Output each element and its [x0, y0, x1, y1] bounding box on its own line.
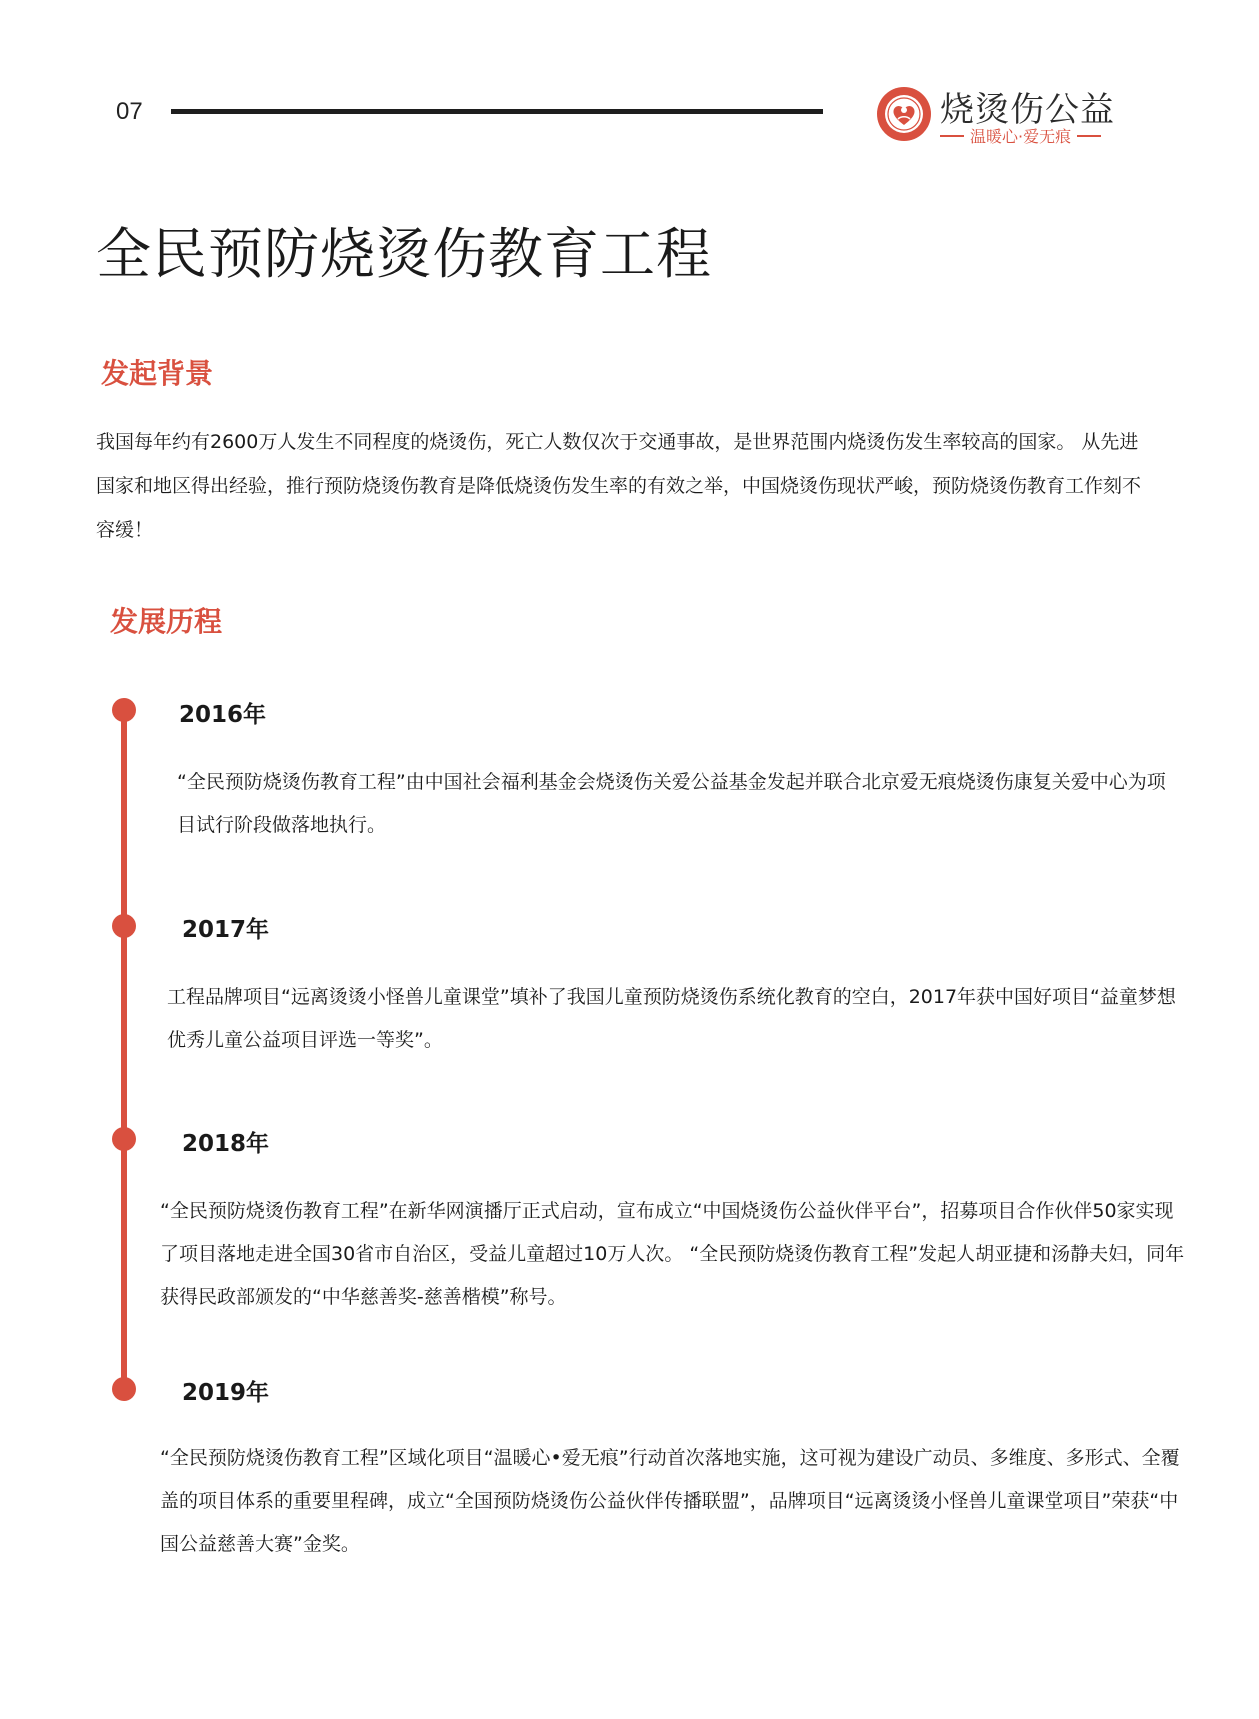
- page-number: 07: [116, 98, 143, 125]
- timeline-event-text: 工程品牌项目“远离烫烫小怪兽儿童课堂”填补了我国儿童预防烧烫伤系统化教育的空白，2017年获中国好项目“益童梦想优秀儿童公益项目评选一等奖”。: [167, 986, 1176, 1051]
- logo-name: 烧烫伤公益: [940, 90, 1115, 130]
- logo: [876, 82, 1115, 148]
- timeline-dot-2016: [112, 698, 136, 722]
- logo-slogan: 温暖心·爱无痕: [970, 127, 1072, 146]
- timeline-year: 2017年: [182, 917, 270, 943]
- timeline-dot-2019: [112, 1377, 136, 1401]
- background-paragraph: 我国每年约有2600万人发生不同程度的烧烫伤，死亡人数仅次于交通事故，是世界范围内烧烫伤发生率较高的国家。 从先进国家和地区得出经验，推行预防烧烫伤教育是降低烧烫伤发生率的有效之举，中国烧烫伤现状严峻，预防烧烫伤教育工作刻不容缓！: [96, 431, 1142, 541]
- timeline-year: 2018年: [182, 1131, 270, 1157]
- timeline-event-text: “全民预防烧烫伤教育工程”在新华网演播厅正式启动，宣布成立“中国烧烫伤公益伙伴平台”，招募项目合作伙伴50家实现了项目落地走进全国30省市自治区，受益儿童超过10万人次。 “全民预防烧烫伤教育工程”发起人胡亚捷和汤静夫妇，同年获得民政部颁发的“中华慈善奖-慈善楷模”称号。: [160, 1200, 1185, 1308]
- timeline-dot-2017: [112, 914, 136, 938]
- header-divider: [171, 109, 823, 114]
- timeline-year: 2016年: [179, 702, 267, 728]
- timeline-event-text: “全民预防烧烫伤教育工程”区域化项目“温暖心•爱无痕”行动首次落地实施，这可视为建设广动员、多维度、多形式、全覆盖的项目体系的重要里程碑，成立“全国预防烧烫伤公益伙伴传播联盟”，品牌项目“远离烫烫小怪兽儿童课堂项目”荣获“中国公益慈善大赛”金奖。: [160, 1447, 1180, 1555]
- section-heading-history: 发展历程: [110, 605, 223, 638]
- timeline-line: [121, 708, 127, 1388]
- timeline-year: 2019年: [182, 1380, 270, 1406]
- logo-emblem-icon: [876, 86, 932, 142]
- logo-dash-left: [940, 135, 964, 137]
- timeline-event-text: “全民预防烧烫伤教育工程”由中国社会福利基金会烧烫伤关爱公益基金发起并联合北京爱无痕烧烫伤康复关爱中心为项目试行阶段做落地执行。: [177, 771, 1166, 836]
- logo-dash-right: [1077, 135, 1101, 137]
- logo-slogan-group: [940, 124, 1101, 147]
- timeline-dot-2018: [112, 1127, 136, 1151]
- section-heading-background: 发起背景: [101, 357, 214, 390]
- page-title: 全民预防烧烫伤教育工程: [96, 222, 713, 286]
